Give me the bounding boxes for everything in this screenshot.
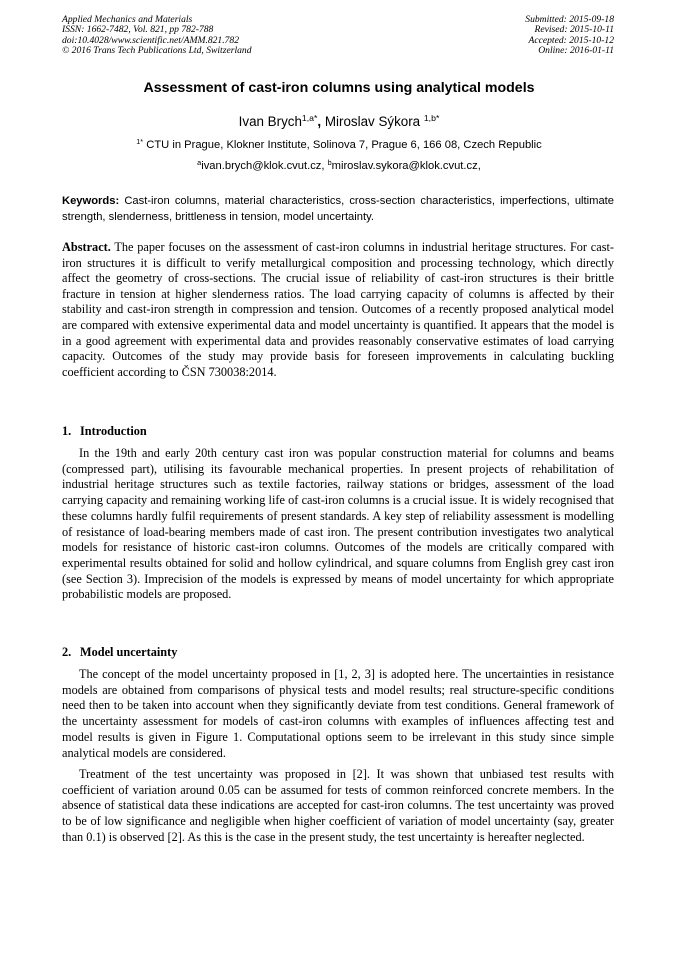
date-submitted: Submitted: 2015-09-18: [525, 14, 614, 25]
email-b: miroslav.sykora@klok.cvut.cz,: [331, 160, 481, 172]
section-2-paragraph-2: Treatment of the test uncertainty was proposed in [2]. It was shown that unbiased test results with coefficient of variation around 0.05 can be assumed for tests of common reinforced concrete members. In the absence of statistical data these indications are accepted for cast-iron columns. The test uncertainty was proved to be of low significance and negligible when higher coefficient of variation of model uncertainty (say, greater than 0.1) is observed [2]. As this is the case in the present study, the test uncertainty is hereafter neglected.: [62, 767, 614, 844]
keywords: [62, 194, 614, 225]
journal-header-left: [62, 15, 252, 57]
email-line: [0, 160, 678, 172]
section-1-title: Introduction: [80, 424, 147, 438]
affiliation-mark: 1*: [136, 137, 144, 146]
email-b-mark: b: [327, 158, 332, 167]
journal-issn: ISSN: 1662-7482, Vol. 821, pp 782-788: [62, 24, 214, 36]
email-a: ivan.brych@klok.cvut.cz,: [201, 160, 328, 172]
date-accepted: Accepted: 2015-10-12: [528, 34, 614, 46]
paper-title: Assessment of cast-iron columns using analytical models: [143, 80, 535, 96]
author-1: Ivan Brych: [238, 114, 302, 129]
date-online: Online: 2016-01-11: [538, 45, 614, 57]
author-2-affil-mark: 1,b*: [423, 113, 440, 124]
author-2: Miroslav Sýkora: [324, 114, 424, 129]
affiliation-text: CTU in Prague, Klokner Institute, Solinova 7, Prague 6, 166 08, Czech Republic: [143, 139, 542, 151]
abstract-label: Abstract.: [62, 240, 111, 254]
affiliation: [0, 139, 678, 151]
author-line: [0, 114, 678, 129]
keywords-label: Keywords:: [62, 195, 120, 207]
abstract-text: The paper focuses on the assessment of cast-iron columns in industrial heritage structures. For cast-iron structures it is difficult to verify metallurgical composition and processing technology, which directly affect the geometry of cross-sections. The crucial issue of reliability of cast-iron structures is their brittle fracture in tension at higher slenderness ratios. The load carrying capacity of columns is affected by their stability and cast-iron strength in compression and tension. Outcomes of a recently proposed analytical model are compared with extensive experimental data and model uncertainty is quantified. It appears that the model is in a good agreement with experimental data and provides reasonably conservative estimates of load carrying capacity. Outcomes of the study may provide basis for foreseen improvements in calculating buckling coefficient according to ČSN 730038:2014.: [62, 240, 614, 379]
date-revised: Revised: 2015-10-11: [534, 24, 614, 36]
section-1-heading: [62, 424, 147, 439]
abstract: [62, 240, 614, 380]
journal-name: Applied Mechanics and Materials: [62, 14, 193, 25]
email-a-mark: a: [197, 158, 202, 167]
section-1-number: 1.: [62, 424, 72, 438]
journal-doi: doi:10.4028/www.scientific.net/AMM.821.782: [62, 34, 240, 46]
journal-header-right: [525, 15, 614, 57]
section-1-paragraph: In the 19th and early 20th century cast iron was popular construction material for columns and beams (compressed part), utilising its favourable mechanical properties. In present projects of rehabilitation of industrial heritage structures such as textile factories, railway stations or bridges, assessment of the load carrying capacity and remaining working life of cast-iron columns is a crucial issue. It is widely recognised that these columns hardly fulfil requirements of present standards. A key step of reliability assessment is modelling of resistance of load-bearing members made of cast iron. The present contribution investigates two analytical models for resistance of historic cast-iron columns. Outcomes of the models are critically compared with experimental results obtained for solid and hollow cylindrical, and square columns from English grey cast iron (see Section 3). Imprecision of the models is expressed by means of model uncertainty for which appropriate probabilistic models are proposed.: [62, 446, 614, 602]
keywords-text: Cast-iron columns, material characteristics, cross-section characteristics, imperfections, ultimate strength, slenderness, brittleness in tension, model uncertainty.: [62, 195, 614, 223]
journal-copyright: © 2016 Trans Tech Publications Ltd, Switzerland: [62, 45, 252, 57]
section-2-number: 2.: [62, 645, 72, 659]
section-2-title: Model uncertainty: [80, 645, 178, 659]
section-2-heading: [62, 645, 177, 660]
section-2-paragraph-1: The concept of the model uncertainty proposed in [1, 2, 3] is adopted here. The uncertainties in resistance models are obtained from comparisons of physical tests and model results; real structure-specific conditions need then to be taken into account when they significantly deviate from test conditions. General framework of the uncertainty assessment for models of cast-iron columns with examples of influences affecting test and model results is given in Figure 1. Computational options seem to be irrelevant in this study since simple analytical models are considered.: [62, 667, 614, 760]
author-separator: ,: [317, 114, 325, 129]
author-1-affil-mark: 1,a*: [301, 113, 318, 124]
